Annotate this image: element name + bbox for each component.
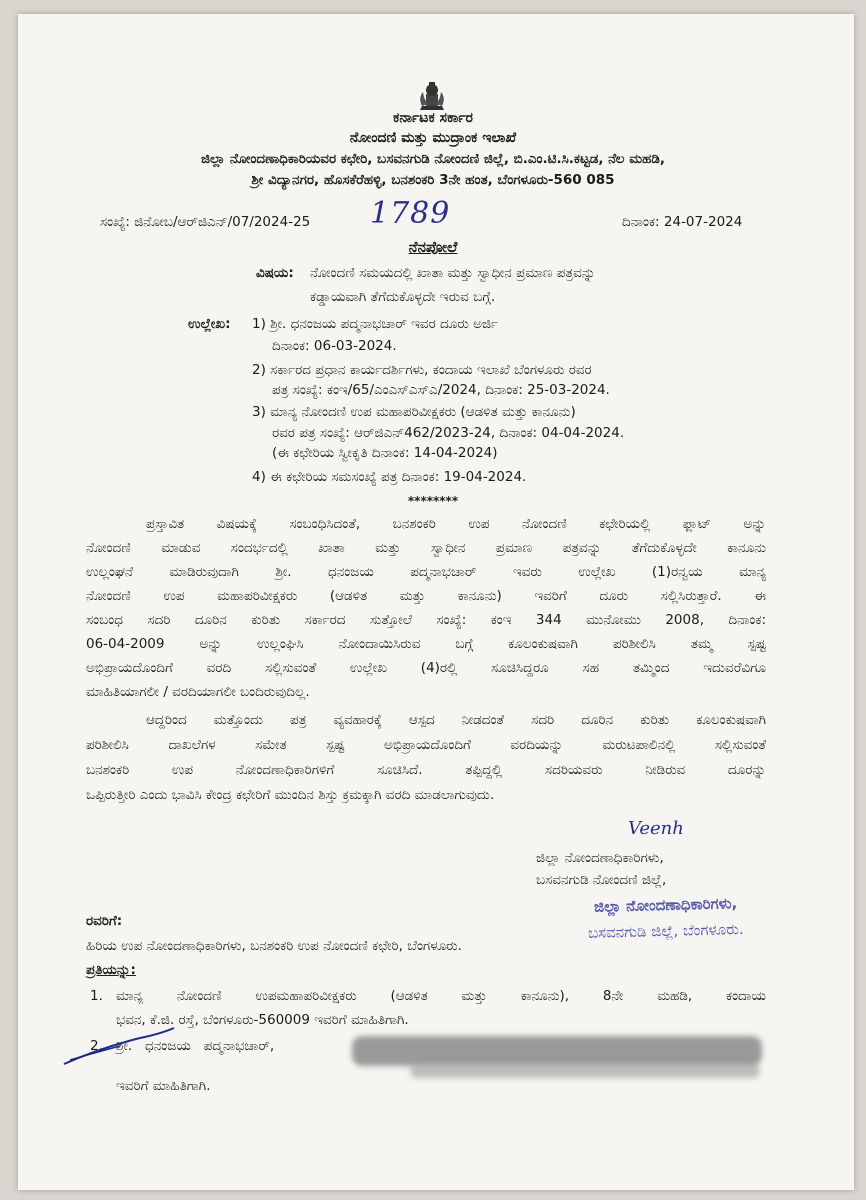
signatory-designation: ಜಿಲ್ಲಾ ನೋಂದಣಾಧಿಕಾರಿಗಳು, [536, 850, 664, 866]
copies-label: ಪ್ರತಿಯನ್ನು: [86, 962, 136, 978]
reference-3c: (ಈ ಕಛೇರಿಯ ಸ್ವೀಕೃತಿ ದಿನಾಂಕ: 14-04-2024) [272, 445, 498, 461]
paragraph-2-line: ಆದ್ದರಿಂದ ಮತ್ತೊಂದು ಪತ್ರ ವ್ಯವಹಾರಕ್ಕೆ ಆಸ್ಪದ ನೀಡದಂತೆ ಸದರಿ ದೂರಿನ ಕುರಿತು ಕೂಲಂಕುಷವಾಗಿ [146, 712, 766, 728]
letter-date: ದಿನಾಂಕ: 24-07-2024 [622, 214, 743, 230]
redacted-address [352, 1036, 762, 1066]
copy-1-line2: ಭವನ, ಕೆ.ಜಿ. ರಸ್ತೆ, ಬೆಂಗಳೂರು-560009 ಇವರಿಗೆ ಮಾಹಿತಿಗಾಗಿ. [116, 1012, 409, 1028]
copy-2-line1: ಶ್ರೀ. ಧನಂಜಯ ಪದ್ಮನಾಭಚಾರ್, [116, 1038, 275, 1054]
paragraph-1-line: ಪ್ರಸ್ತಾವಿತ ವಿಷಯಕ್ಕೆ ಸಂಬಂಧಿಸಿದಂತೆ, ಬನಶಂಕರಿ ಉಪ ನೋಂದಣಿ ಕಛೇರಿಯಲ್ಲಿ ಫ್ಲಾಟ್ ಅನ್ನು [146, 516, 766, 532]
paragraph-1-line: ಮಾಹಿತಿಯಾಗಲೀ / ವರದಿಯಾಗಲೀ ಬಂದಿರುವುದಿಲ್ಲ. [86, 684, 310, 700]
copy-1-line1: ಮಾನ್ಯ ನೋಂದಣಿ ಉಪಮಹಾಪರಿವೀಕ್ಷಕರು (ಆಡಳಿತ ಮತ್ತು ಕಾನೂನು), 8ನೇ ಮಹಡಿ, ಕಂದಾಯ [116, 988, 766, 1004]
redacted-address-tail [410, 1064, 760, 1078]
recipient-text: ಹಿರಿಯ ಉಪ ನೋಂದಣಾಧಿಕಾರಿಗಳು, ಬನಶಂಕರಿ ಉಪ ನೋಂದಣಿ ಕಛೇರಿ, ಬೆಂಗಳೂರು. [86, 938, 462, 954]
copy-1-number: 1. [90, 988, 103, 1004]
paragraph-1-line: ಉಲ್ಲಂಘನೆ ಮಾಡಿರುವುದಾಗಿ ಶ್ರೀ. ಧನಂಜಯ ಪದ್ಮನಾಭಚಾರ್ ಇವರು ಉಲ್ಲೇಖ (1)ರನ್ವಯ ಮಾನ್ಯ [86, 564, 766, 580]
paragraph-1-line: ನೋಂದಣಿ ಮಾಡುವ ಸಂದರ್ಭದಲ್ಲಿ ಖಾತಾ ಮತ್ತು ಸ್ವಾಧೀನ ಪ್ರಮಾಣ ಪತ್ರವನ್ನು ತೆಗೆದುಕೊಳ್ಳದೇ ಕಾನೂನು [86, 540, 766, 556]
subject-line1: ನೋಂದಣಿ ಸಮಯದಲ್ಲಿ ಖಾತಾ ಮತ್ತು ಸ್ವಾಧೀನ ಪ್ರಮಾಣ ಪತ್ರವನ್ನು [310, 265, 596, 281]
separator-stars: ******** [407, 494, 459, 508]
reference-2b: ಪತ್ರ ಸಂಖ್ಯೆ: ಕಂಇ/65/ಎಂಎಸ್‌ಎಸ್‌ಎ/2024, ದಿನಾಂಕ: 25-03-2024. [272, 382, 610, 398]
department-heading: ನೋಂದಣಿ ಮತ್ತು ಮುದ್ರಾಂಕ ಇಲಾಖೆ [349, 130, 517, 146]
office-stamp-line1: ಜಿಲ್ಲಾ ನೋಂದಣಾಧಿಕಾರಿಗಳು, [593, 894, 738, 916]
copy-2-line2: ಇವರಿಗೆ ಮಾಹಿತಿಗಾಗಿ. [116, 1078, 211, 1094]
paragraph-2-line: ಬನಶಂಕರಿ ಉಪ ನೋಂದಣಾಧಿಕಾರಿಗಳಿಗೆ ಸೂಚಿಸಿದೆ. ತಪ್ಪಿದ್ದಲ್ಲಿ ಸದರಿಯವರು ನೀಡಿರುವ ದೂರನ್ನು [86, 762, 766, 778]
state-emblem-icon [414, 80, 450, 114]
reference-4: 4) ಈ ಕಛೇರಿಯ ಸಮಸಂಖ್ಯೆ ಪತ್ರ ದಿನಾಂಕ: 19-04-2024. [252, 469, 527, 485]
paragraph-1-line: 06-04-2009 ಅನ್ನು ಉಲ್ಲಂಘಿಸಿ ನೋಂದಾಯಿಸಿರುವ ಬಗ್ಗೆ ಕೂಲಂಕುಷವಾಗಿ ಪರಿಶೀಲಿಸಿ ತಮ್ಮ ಸ್ಪಷ್ಟ [86, 636, 766, 652]
handwritten-number: 1789 [370, 196, 451, 231]
paragraph-2-line: ಒಪ್ಪಿರುತ್ತೀರಿ ಎಂದು ಭಾವಿಸಿ ಕೇಂದ್ರ ಕಛೇರಿಗೆ ಮುಂದಿನ ಶಿಸ್ತು ಕ್ರಮಕ್ಕಾಗಿ ವರದಿ ಮಾಡಲಾಗುವುದು. [86, 787, 495, 803]
office-address-line1: ಜಿಲ್ಲಾ ನೋಂದಣಾಧಿಕಾರಿಯವರ ಕಛೇರಿ, ಬಸವನಗುಡಿ ನೋಂದಣಿ ಜಿಲ್ಲೆ, ಬಿ.ಎಂ.ಟಿ.ಸಿ.ಕಟ್ಟಡ, ನೆಲ ಮಹಡಿ, [200, 151, 666, 167]
office-address-line2: ಶ್ರೀ ವಿದ್ಯಾನಗರ, ಹೊಸಕೆರೆಹಳ್ಳಿ, ಬನಶಂಕರಿ 3ನೇ ಹಂತ, ಬೆಂಗಳೂರು-560 085 [251, 172, 615, 188]
copy-2-number: 2. [90, 1038, 103, 1054]
paragraph-1-line: ನೋಂದಣಿ ಉಪ ಮಹಾಪರಿವೀಕ್ಷಕರು (ಆಡಳಿತ ಮತ್ತು ಕಾನೂನು) ಇವರಿಗೆ ದೂರು ಸಲ್ಲಿಸಿರುತ್ತಾರೆ. ಈ [86, 588, 766, 604]
paragraph-1-line: ಸಂಬಂಧ ಸದರಿ ದೂರಿನ ಕುರಿತು ಸರ್ಕಾರದ ಸುತ್ತೋಲೆ ಸಂಖ್ಯೆ: ಕಂಇ 344 ಮುನೋಮು 2008, ದಿನಾಂಕ: [86, 612, 766, 628]
reference-3b: ರವರ ಪತ್ರ ಸಂಖ್ಯೆ: ಆರ್‌ಜಿಎನ್462/2023-24, ದಿನಾಂಕ: 04-04-2024. [272, 425, 625, 441]
reference-number: ಸಂಖ್ಯೆ: ಜಿನೋಬ/ಆರ್‌ಜಿಎನ್/07/2024-25 [100, 214, 311, 230]
paragraph-2-line: ಪರಿಶೀಲಿಸಿ ದಾಖಲೆಗಳ ಸಮೇತ ಸ್ಪಷ್ಟ ಅಭಿಪ್ರಾಯದೊಂದಿಗೆ ವರದಿಯನ್ನು ಮರುಟಪಾಲಿನಲ್ಲಿ ಸಲ್ಲಿಸುವಂತೆ [86, 737, 766, 753]
letter-title: ನೆನಪೋಲೆ [408, 238, 458, 256]
signatory-district: ಬಸವನಗುಡಿ ನೋಂದಣಿ ಜಿಲ್ಲೆ, [536, 872, 667, 888]
reference-3a: 3) ಮಾನ್ಯ ನೋಂದಣಿ ಉಪ ಮಹಾಪರಿವೀಕ್ಷಕರು (ಆಡಳಿತ ಮತ್ತು ಕಾನೂನು) [252, 404, 576, 420]
signature-initials: Veenh [628, 818, 684, 839]
reference-1a: 1) ಶ್ರೀ. ಧನಂಜಯ ಪದ್ಮನಾಭಚಾರ್ ಇವರ ದೂರು ಅರ್ಜಿ [252, 316, 499, 332]
reference-2a: 2) ಸರ್ಕಾರದ ಪ್ರಧಾನ ಕಾರ್ಯದರ್ಶಿಗಳು, ಕಂದಾಯ ಇಲಾಖೆ ಬೆಂಗಳೂರು ರವರ [252, 362, 592, 378]
paragraph-2 [86, 708, 766, 808]
paragraph-1 [86, 512, 766, 704]
subject-label: ವಿಷಯ: [256, 265, 294, 281]
reference-1b: ದಿನಾಂಕ: 06-03-2024. [272, 338, 397, 354]
paragraph-1-line: ಅಭಿಪ್ರಾಯದೊಂದಿಗೆ ವರದಿ ಸಲ್ಲಿಸುವಂತೆ ಉಲ್ಲೇಖ (4)ರಲ್ಲಿ ಸೂಚಿಸಿದ್ದರೂ ಸಹ ತಮ್ಮಿಂದ ಇದುವರೆವಿಗೂ [86, 660, 766, 676]
recipient-label: ರವರಿಗೆ: [86, 913, 123, 929]
office-stamp-line2: ಬಸವನಗುಡಿ ಜಿಲ್ಲೆ, ಬೆಂಗಳೂರು. [587, 919, 744, 943]
state-government-heading: ಕರ್ನಾಟಕ ಸರ್ಕಾರ [393, 110, 473, 126]
subject-line2: ಕಡ್ಡಾಯವಾಗಿ ತೆಗೆದುಕೊಳ್ಳದೇ ಇರುವ ಬಗ್ಗೆ. [310, 289, 496, 305]
references-label: ಉಲ್ಲೇಖ: [188, 316, 231, 332]
pen-mark-icon [60, 1020, 180, 1070]
